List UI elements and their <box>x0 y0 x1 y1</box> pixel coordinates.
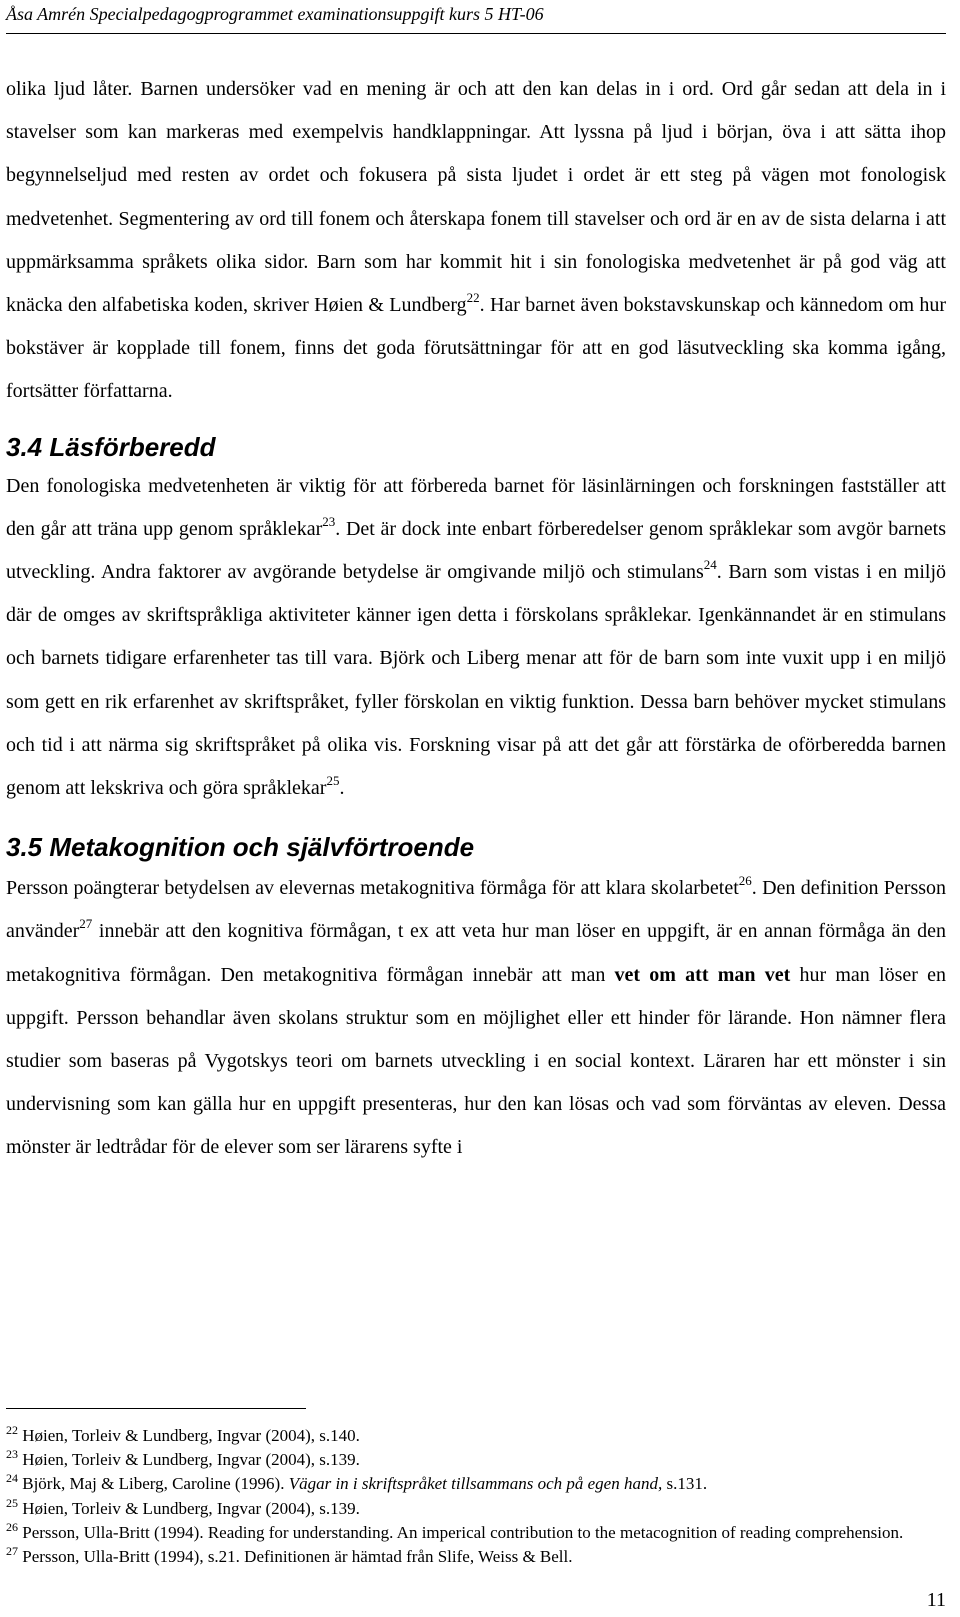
section-heading-3-5: 3.5 Metakognition och självförtroende <box>6 832 475 863</box>
footnote-number: 27 <box>6 1544 18 1559</box>
paragraph-text: Den fonologiska medvetenheten är viktig för att förbereda barnet för läsinlärningen och forskningen fastställer att den går att träna upp genom språklekar <box>6 474 946 540</box>
paragraph-text: . Den definition Persson använder <box>6 877 947 943</box>
footnote-number: 23 <box>6 1447 18 1462</box>
paragraph-text: hur man löser en uppgift. Persson behandlar även skolans struktur som en möjlighet eller ett hinder för lärande. Hon nämner flera studier som baseras på Vygotskys teori om barnets utveckling i en social kontext. Läraren har ett mönster i sin undervisning som kan gälla hur en uppgift presenteras, hur den kan lösas och vad som förväntas av eleven. Dessa mönster är ledtrådar för de elever som ser lärarens syfte i <box>6 963 946 1159</box>
paragraph-intro <box>6 68 946 414</box>
footnotes <box>6 1424 936 1569</box>
paragraph-text: . <box>339 777 345 800</box>
footnote-ref-27[interactable]: 27 <box>79 916 93 932</box>
footnote-ref-26[interactable]: 26 <box>738 873 752 889</box>
footnote-title: Vägar in i skriftspråket tillsammans och på egen hand, <box>288 1474 663 1494</box>
footnote-22 <box>6 1424 936 1448</box>
page-body <box>6 68 946 1170</box>
section-heading-3-4: 3.4 Läsförberedd <box>6 431 216 462</box>
footnote-23 <box>6 1448 936 1472</box>
footnote-text: Høien, Torleiv & Lundberg, Ingvar (2004), s.139. <box>18 1450 360 1470</box>
paragraph-lasforberedd <box>6 465 946 811</box>
footnote-26 <box>6 1521 936 1545</box>
paragraph-text: . Det är dock inte enbart förberedelser genom språklekar som avgör barnets utveckling. Andra faktorer av avgörande betydelse är omgivande miljö och stimulans <box>6 517 946 584</box>
paragraph-text: Persson poängterar betydelsen av elevernas metakognitiva förmåga för att klara skolarbetet <box>6 877 739 900</box>
footnote-text: Høien, Torleiv & Lundberg, Ingvar (2004), s.140. <box>18 1426 360 1445</box>
paragraph-text: . Barn som vistas i en miljö där de omges av skriftspråkliga aktiviteter känner igen detta i förskolans språklekar. Igenkännandet är en stimulans och barnets tidigare erfarenheter tas till vara. Björk och Liberg menar att för de barn som inte vuxit upp i en miljö som gett en rik erfarenhet av skriftspråket, fyller förskolan en viktig funktion. Dessa barn behöver mycket stimulans och tid i att närma sig skriftspråket på olika vis. Forskning visar på att det går att förstärka de oförberedda barnen genom att lekskriva och göra språklekar <box>6 561 946 800</box>
footnote-number: 24 <box>6 1471 18 1486</box>
paragraph-metakognition <box>6 867 946 1169</box>
page-number: 11 <box>926 1589 946 1611</box>
footnote-ref-23[interactable]: 23 <box>322 513 336 529</box>
paragraph-text: innebär att den kognitiva förmågan, t ex att veta hur man löser en uppgift, är en annan förmåga än den metakognitiva förmågan. Den metakognitiva förmågan innebär att man <box>6 920 946 986</box>
paragraph-text: olika ljud låter. Barnen undersöker vad en mening är och att den kan delas in i ord. Ord går sedan att dela in i stavelser som kan markeras med exempelvis handklappningar. Att lyssna på ljud i början, öva i att sätta ihop begynnelseljud med resten av ordet och fokusera på sista ljudet i ordet är ett steg på vägen mot fonologisk medvetenhet. Segmentering av ord till fonem och återskapa fonem till stavelser och ord är en av de sista delarna i att uppmärksamma språkets olika sidor. Barn som har kommit hit i sin fonologiska medvetenhet är på god väg att knäcka den alfabetiska koden, skriver Høien & Lundberg <box>6 78 946 317</box>
bold-phrase: vet om att man vet <box>614 963 791 986</box>
footnote-ref-24[interactable]: 24 <box>703 557 717 573</box>
footnote-ref-22[interactable]: 22 <box>466 290 480 306</box>
footnote-number: 26 <box>6 1519 18 1534</box>
footnote-27 <box>6 1545 936 1569</box>
footnote-25 <box>6 1497 936 1521</box>
footnote-number: 22 <box>6 1423 18 1437</box>
paragraph-text: . Har barnet även bokstavskunskap och kännedom om hur bokstäver är kopplade till fonem, finns det goda förutsättningar för att en god läsutveckling ska komma igång, fortsätter författarna. <box>6 294 946 403</box>
footnote-24 <box>6 1472 936 1496</box>
footnote-number: 25 <box>6 1495 18 1510</box>
footnote-ref-25[interactable]: 25 <box>326 773 340 789</box>
footnote-text: Persson, Ulla-Britt (1994), s.21. Definitionen är hämtad från Slife, Weiss & Bell. <box>18 1547 573 1567</box>
footnote-text: s.131. <box>662 1474 708 1494</box>
footnote-divider <box>6 1408 306 1409</box>
header-divider <box>6 33 946 34</box>
page-header: Åsa Amrén Specialpedagogprogrammet examinationsuppgift kurs 5 HT-06 <box>6 4 544 24</box>
footnote-text: Björk, Maj & Liberg, Caroline (1996). <box>18 1474 289 1494</box>
footnote-text: Persson, Ulla-Britt (1994). Reading for understanding. An imperical contribution to the metacognition of reading comprehension. <box>18 1522 904 1542</box>
footnote-text: Høien, Torleiv & Lundberg, Ingvar (2004), s.139. <box>18 1498 360 1518</box>
